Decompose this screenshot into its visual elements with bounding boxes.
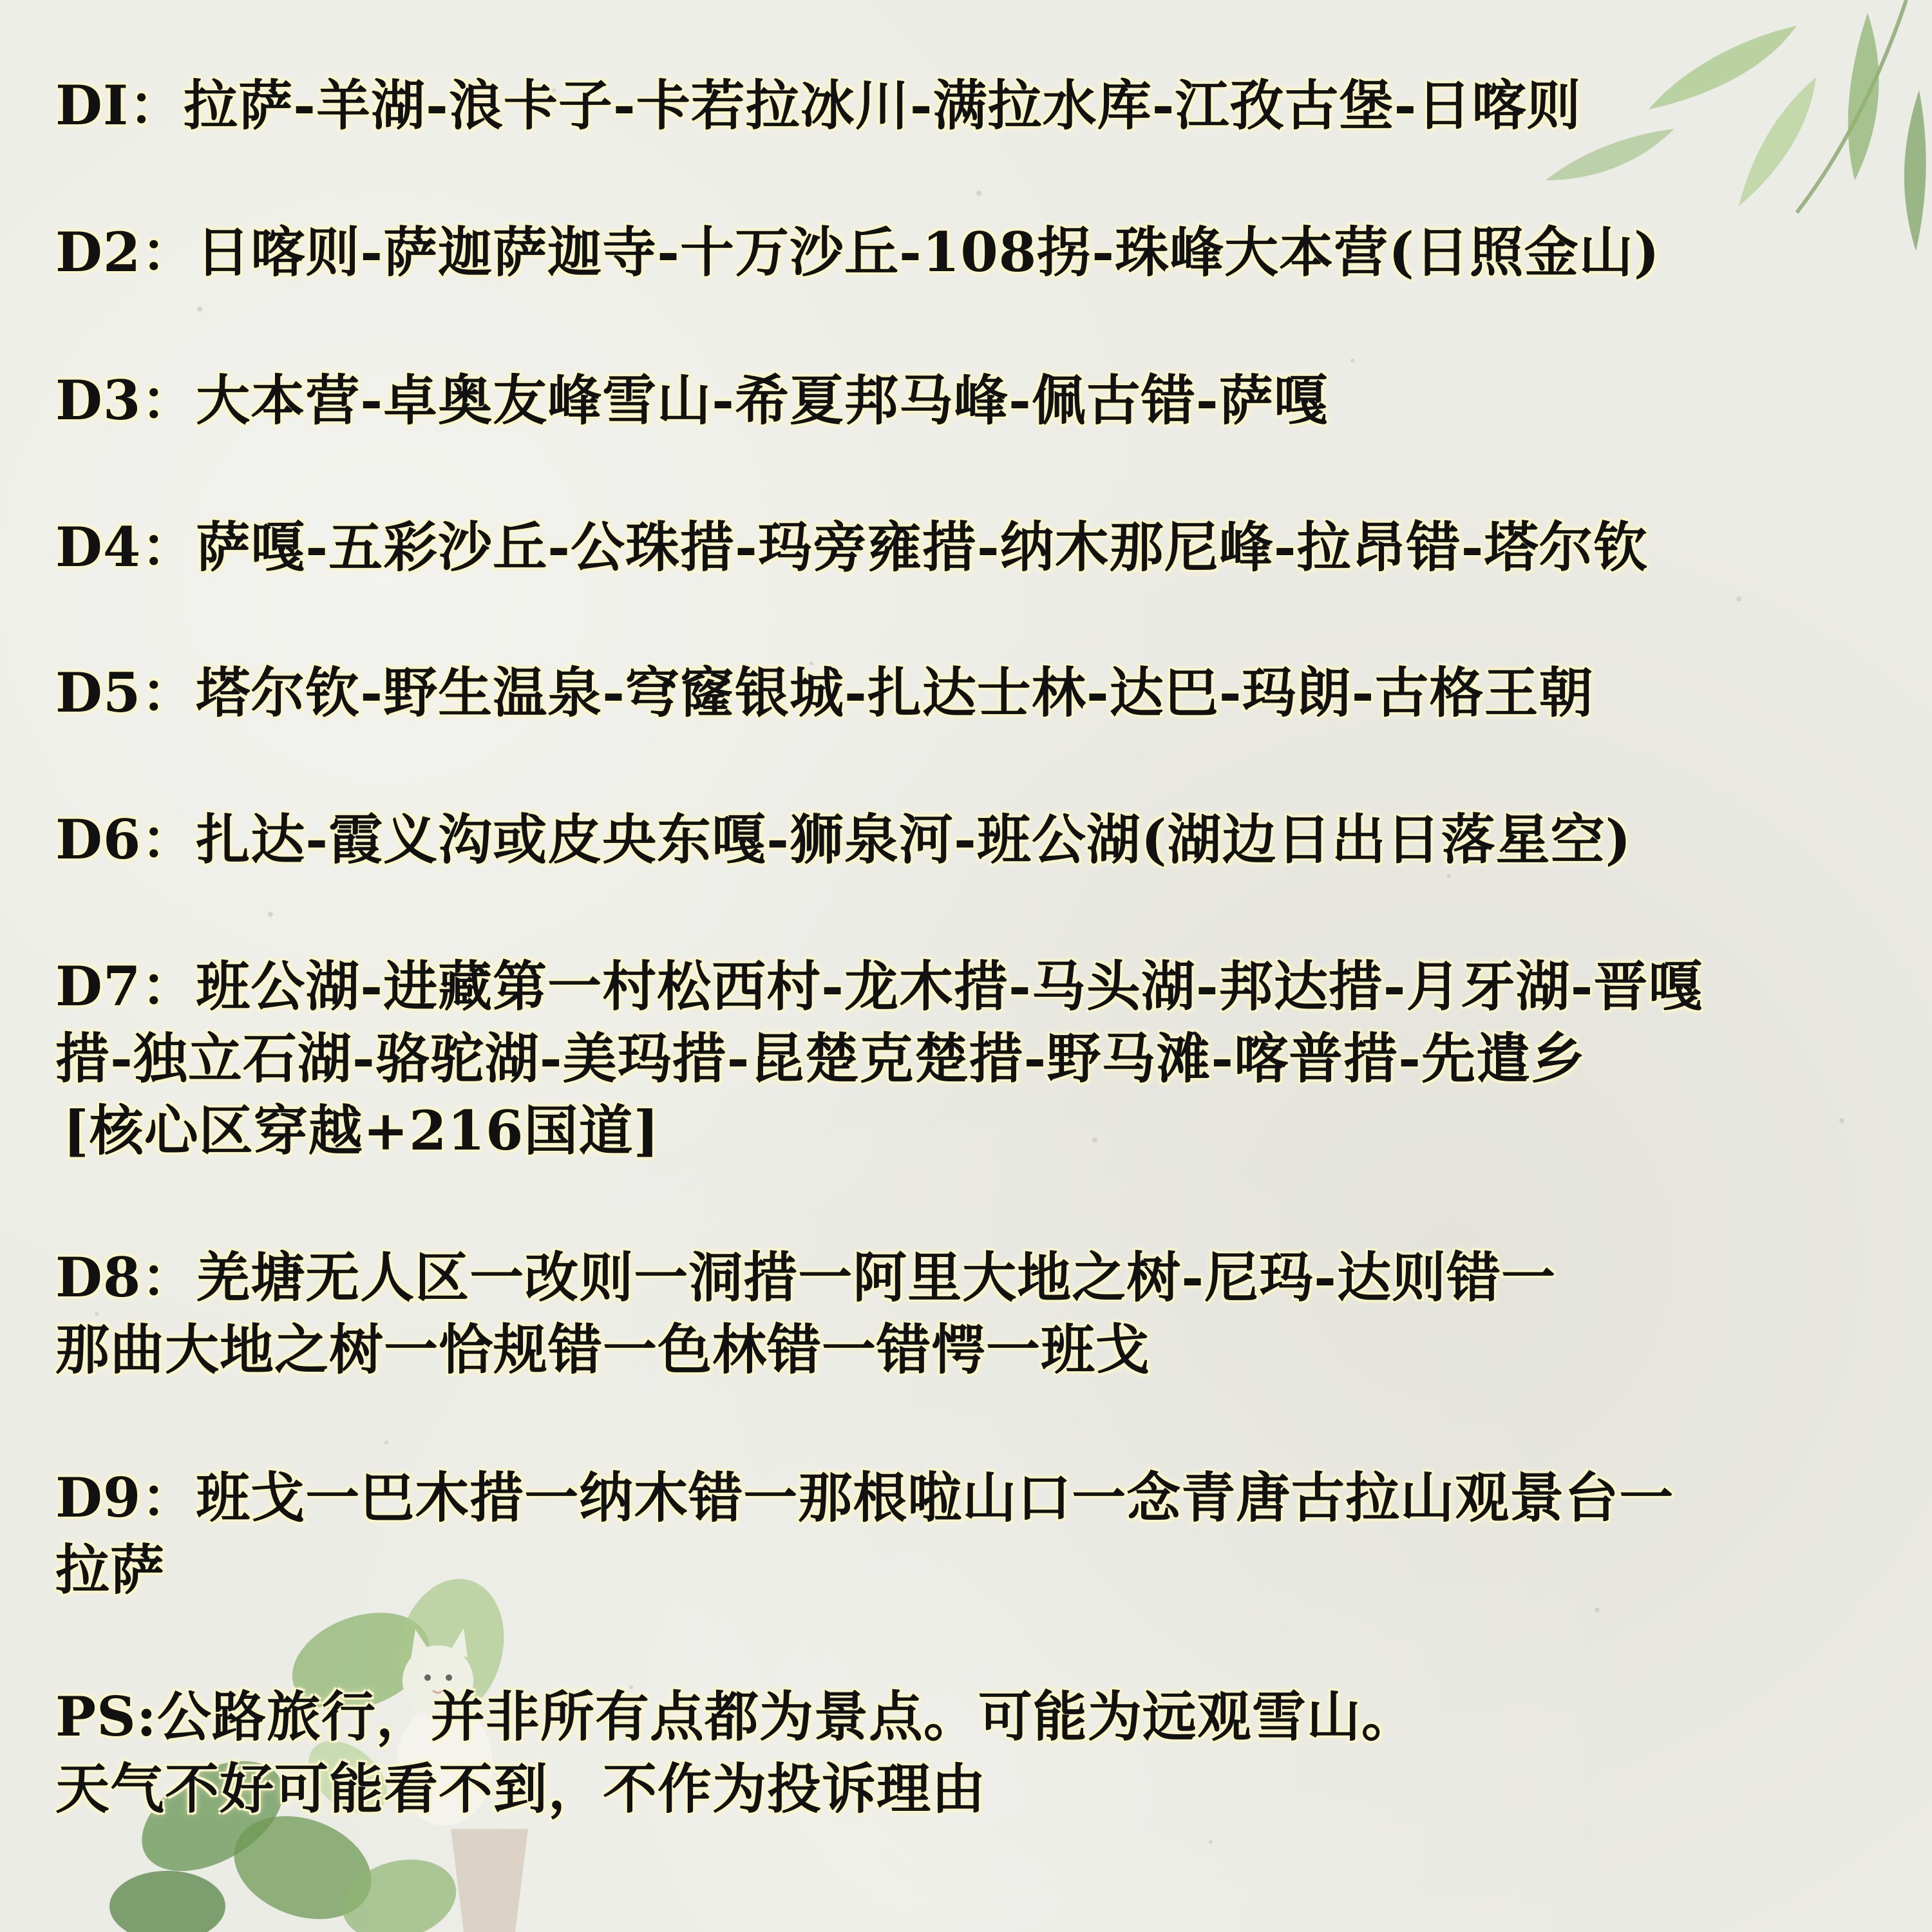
ps-note-line-2: 天气不好可能看不到，不作为投诉理由	[55, 1757, 987, 1821]
day-6-route: D6：扎达-霞义沟或皮央东嘎-狮泉河-班公湖(湖边日出日落星空)	[55, 808, 1632, 871]
day-4-route: D4：萨嘎-五彩沙丘-公珠措-玛旁雍措-纳木那尼峰-拉昂错-塔尔钦	[55, 515, 1649, 579]
day-8-route-line-1: D8：羌塘无人区一改则一洞措一阿里大地之树-尼玛-达则错一	[55, 1245, 1557, 1309]
day-7-route-line-2: 措-独立石湖-骆驼湖-美玛措-昆楚克楚措-野马滩-喀普措-先遣乡	[55, 1027, 1586, 1090]
day-2-route: D2：日喀则-萨迦萨迦寺-十万沙丘-108拐-珠峰大本营(日照金山)	[55, 220, 1660, 284]
day-9-route-line-2: 拉萨	[55, 1538, 166, 1602]
plant-leaf	[109, 1871, 225, 1932]
day-1-route: DI：拉萨-羊湖-浪卡子-卡若拉冰川-满拉水库-江孜古堡-日喀则	[55, 73, 1582, 137]
day-9-route-line-1: D9：班戈一巴木措一纳木错一那根啦山口一念青唐古拉山观景台一	[55, 1466, 1674, 1530]
bamboo-leaf	[1848, 13, 1879, 180]
day-7-route-line-3: [核心区穿越+216国道]	[63, 1099, 660, 1162]
day-8-route-line-2: 那曲大地之树一恰规错一色林错一错愕一班戈	[55, 1318, 1151, 1381]
day-5-route: D5：塔尔钦-野生温泉-穹窿银城-扎达士林-达巴-玛朗-古格王朝	[55, 661, 1594, 724]
bamboo-leaf	[1739, 77, 1816, 206]
day-7-route-line-1: D7：班公湖-进藏第一村松西村-龙木措-马头湖-邦达措-月牙湖-晋嘎	[55, 954, 1703, 1018]
ps-note-line-1: PS:公路旅行，并非所有点都为景点。可能为远观雪山。	[55, 1685, 1416, 1748]
bamboo-leaf	[1904, 90, 1926, 251]
bamboo-leaves-illustration	[1546, 0, 1926, 251]
flower-pot	[451, 1829, 528, 1932]
day-3-route: D3：大本营-卓奥友峰雪山-希夏邦马峰-佩古错-萨嘎	[55, 368, 1329, 432]
bamboo-leaf	[1649, 26, 1797, 109]
